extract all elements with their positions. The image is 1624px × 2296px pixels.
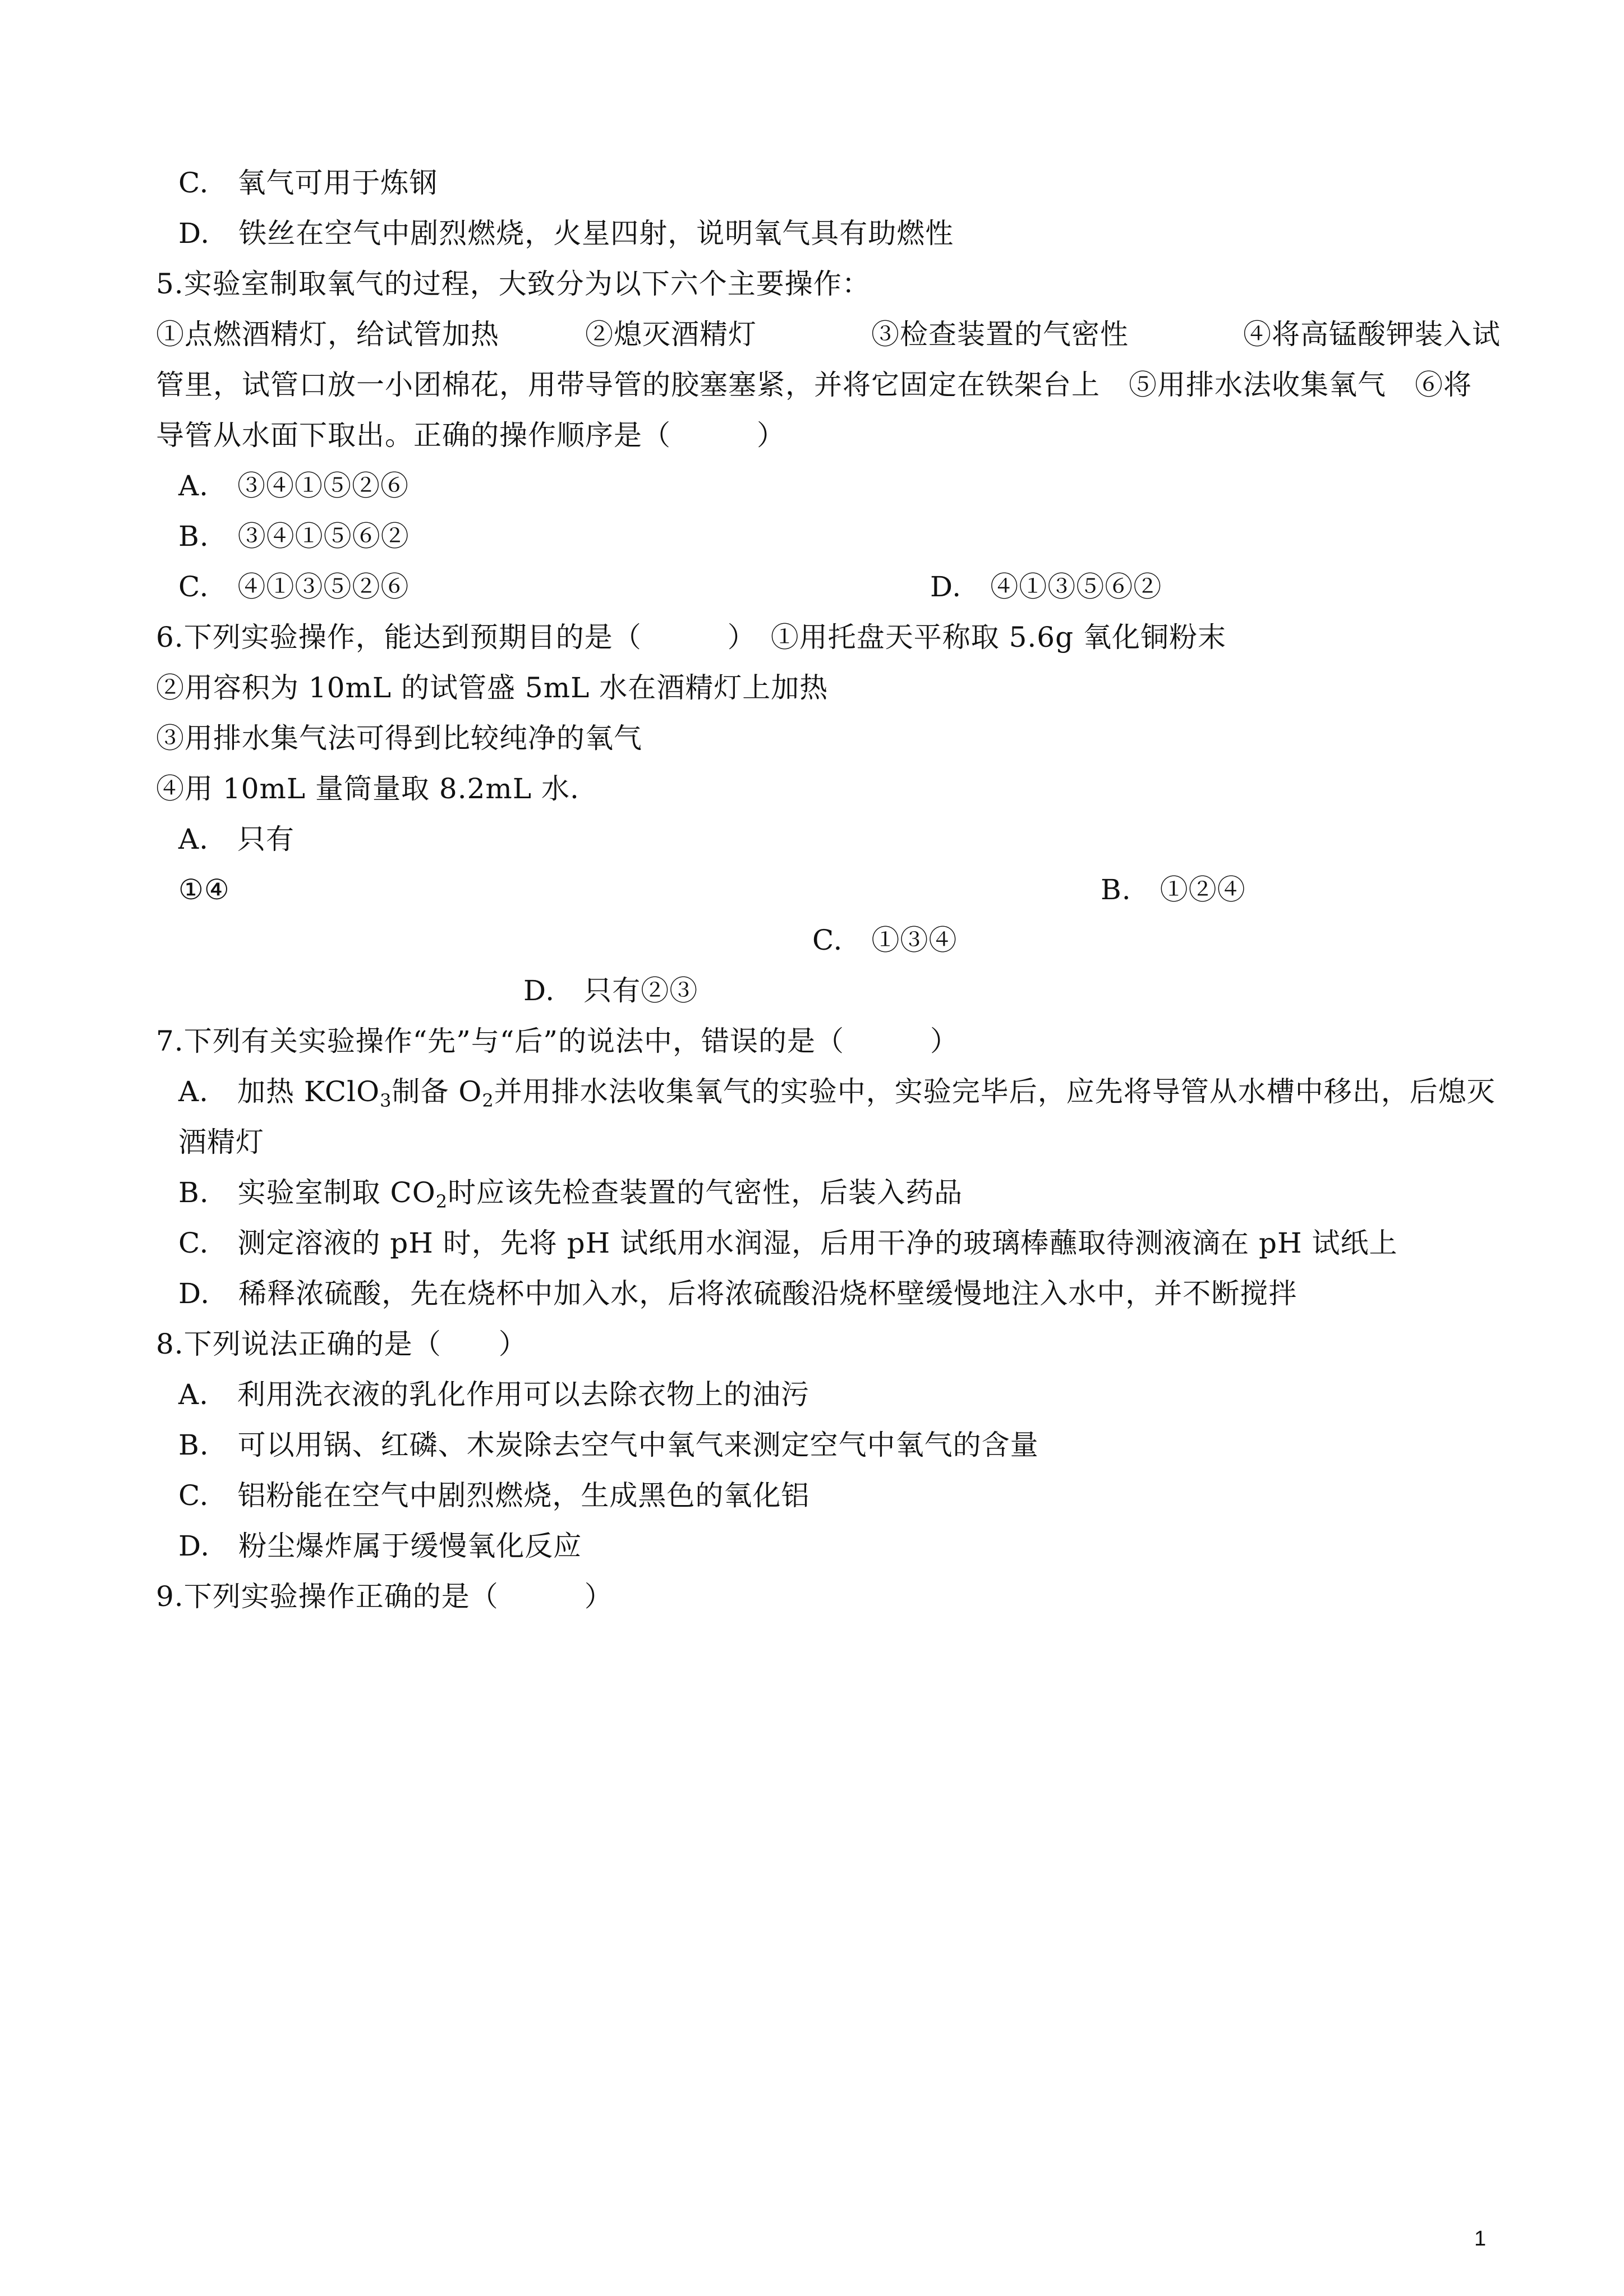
q6-item-4: ④用 10mL 量筒量取 8.2mL 水. [156,772,579,805]
q8-option-a: A. 利用洗衣液的乳化作用可以去除衣物上的油污 [178,1378,810,1411]
q7-stem: 7.下列有关实验操作“先”与“后”的说法中，错误的是（ ） [156,1025,959,1057]
q8-option-d: D. 粉尘爆炸属于缓慢氧化反应 [178,1530,582,1562]
q8-option-b: B. 可以用锅、红磷、木炭除去空气中氧气来测定空气中氧气的含量 [178,1429,1039,1461]
q7-option-a-subscript-2: 2 [482,1090,494,1111]
q6-stem: 6.下列实验操作，能达到预期目的是（ ） ①用托盘天平称取 5.6g 氧化铜粉末 [156,621,1227,654]
q6-item-3: ③用排水集气法可得到比较纯净的氧气 [156,722,642,754]
q7-option-b-text-1: B. 实验室制取 CO [178,1176,436,1209]
q6-item-2: ②用容积为 10mL 的试管盛 5mL 水在酒精灯上加热 [156,671,829,704]
q7-option-c: C. 测定溶液的 pH 时，先将 pH 试纸用水润湿，后用干净的玻璃棒蘸取待测液滴在 pH 试纸上 [178,1227,1398,1259]
q7-option-a-subscript-1: 3 [380,1090,392,1111]
q5-stem: 5.实验室制取氧气的过程，大致分为以下六个主要操作： [156,268,871,300]
q5-steps-line-2: 管里，试管口放一小团棉花，用带导管的胶塞塞紧，并将它固定在铁架台上 ⑤用排水法收集氧气 ⑥将 [156,369,1472,401]
q4-option-c: C. 氧气可用于炼钢 [178,167,438,199]
q7-option-d: D. 稀释浓硫酸，先在烧杯中加入水，后将浓硫酸沿烧杯壁缓慢地注入水中，并不断搅拌 [178,1277,1298,1310]
q7-option-b-subscript: 2 [435,1191,448,1212]
page-number: 1 [1474,2227,1487,2251]
q6-option-a: A. 只有 [178,823,295,855]
q6-option-b: B. ①②④ [1101,873,1246,906]
q5-steps-line-3: 导管从水面下取出。正确的操作顺序是（ ） [156,419,785,452]
q4-option-d: D. 铁丝在空气中剧烈燃烧，火星四射，说明氧气具有助燃性 [178,217,954,250]
q6-option-d: D. 只有②③ [523,974,698,1007]
q7-option-b [178,1176,963,1212]
q5-option-b: B. ③④①⑤⑥② [178,520,410,553]
q9-stem: 9.下列实验操作正确的是（ ） [156,1580,613,1613]
q6-option-c: C. ①③④ [812,924,958,956]
q8-stem: 8.下列说法正确的是（ ） [156,1328,527,1360]
q5-option-a: A. ③④①⑤②⑥ [178,470,410,502]
q7-option-a-continued: 酒精灯 [178,1126,264,1158]
q7-option-a-text-2: 制备 O [392,1075,482,1108]
q5-steps-line-1: ①点燃酒精灯，给试管加热 ②熄灭酒精灯 ③检查装置的气密性 ④将高锰酸钾装入试 [156,318,1501,351]
q7-option-a [178,1075,1496,1111]
q7-option-b-text-2: 时应该先检查装置的气密性，后装入药品 [448,1176,963,1209]
q5-option-d: D. ④①③⑤⑥② [930,570,1162,603]
q7-option-a-text-1: A. 加热 KClO [178,1075,380,1108]
q5-option-c: C. ④①③⑤②⑥ [178,570,410,603]
q6-option-a-continued: ①④ [178,873,230,906]
q8-option-c: C. 铝粉能在空气中剧烈燃烧，生成黑色的氧化铝 [178,1479,810,1512]
q7-option-a-text-3: 并用排水法收集氧气的实验中，实验完毕后，应先将导管从水槽中移出，后熄灭 [494,1075,1496,1108]
